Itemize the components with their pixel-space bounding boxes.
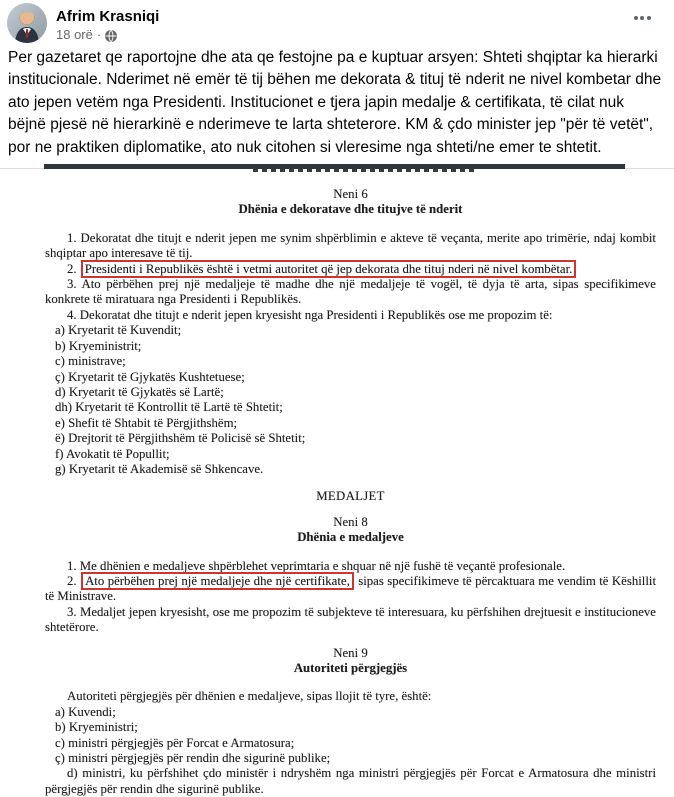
doc-list-item: b) Kryeministri; (55, 720, 138, 735)
ellipsis-icon (634, 16, 638, 20)
post-meta (56, 26, 658, 43)
doc-list-item: ç) Kryetarit të Gjykatës Kushtetuese; (55, 369, 245, 384)
doc-paragraph: Autoriteti përgjegjës për dhënien e medaljeve, sipas llojit të tyre, është: (67, 689, 432, 704)
doc-heading: MEDALJET (316, 489, 385, 504)
doc-paragraph: 4. Dekoratat dhe titujt e nderit jepen kryesisht nga Presidenti i Republikës ose me propozim të: (67, 307, 553, 322)
doc-heading: Neni 9 (333, 645, 368, 660)
red-highlight-box: Presidenti i Republikës është i vetmi autoritet që jep dekorata dhe tituj nderi në nivel kombëtar. (81, 260, 577, 278)
doc-list-item: ç) ministri përgjegjës për rendin dhe sigurinë publike; (55, 751, 331, 766)
doc-paragraph: 3. Ato përbëhen prej një medaljeje të madhe dhe një medaljeje të vogël, të dyja të arta, sipas specifikimeve konkrete të miratuara nga Presidenti i Republikës. (45, 277, 656, 307)
doc-heading: Neni 6 (333, 187, 368, 202)
doc-paragraph: 1. Me dhënien e medaljeve shpërblehet veprimtaria e shquar në një fushë të veçantë profesionale. (67, 558, 566, 573)
document-body (0, 172, 674, 797)
doc-heading: Dhënia e dekoratave dhe titujve të nderit (238, 202, 463, 217)
doc-paragraph: 3. Medaljet jepen kryesisht, ose me propozim të subjekteve të interesuara, ku përfshihen drejtuesit e institucioneve shtetërore. (45, 604, 656, 635)
doc-list-item: c) ministrave; (55, 354, 126, 369)
doc-list-item: d) Kryetarit të Gjykatës së Lartë; (55, 384, 224, 399)
doc-heading: Autoriteti përgjegjës (293, 661, 408, 675)
post-header (0, 0, 674, 46)
doc-list-item: b) Kryeministrit; (55, 338, 142, 353)
doc-list-item: g) Kryetarit të Akademisë së Shkencave. (55, 461, 264, 476)
doc-paragraph: 2. Ato përbëhen prej një medaljeje dhe një certifikate, sipas specifikimeve të përcaktuara me vendim të Këshillit të Ministrave. (45, 573, 656, 604)
clipped-header-text-remnant (253, 169, 477, 172)
author-name[interactable]: Afrim Krasniqi (56, 8, 160, 25)
post-options-button[interactable] (626, 6, 658, 30)
doc-heading: Neni 8 (333, 514, 368, 529)
document-top-edge (0, 162, 674, 172)
meta-separator: · (96, 27, 102, 42)
globe-icon (105, 29, 117, 41)
doc-list-item: f) Avokatit të Popullit; (55, 446, 170, 461)
doc-list-item: c) ministri përgjegjës për Forcat e Armatosura; (55, 735, 295, 750)
red-highlight-box: Ato përbëhen prej një medaljeje dhe një certifikate, (81, 572, 354, 590)
timestamp[interactable]: 18 orë (56, 27, 93, 42)
avatar-photo (7, 3, 47, 43)
doc-list-item: a) Kuvendi; (55, 704, 116, 719)
doc-paragraph: d) ministri, ku përfshihet çdo ministër i ndryshëm nga ministri përgjegjës për Forcat e Armatosura dhe ministri përgjegjës për rendin dhe sigurinë publike. (45, 766, 656, 796)
avatar[interactable] (7, 3, 47, 43)
post-text: Per gazetaret qe raportojne dhe ata qe festojne pa e kuptuar arsyen: Shteti shqiptar ka hierarki institucionale. Nderimet në emër të tij bëhen me dekorata & tituj të nderit ne nivel kombetar dhe ato jepen vetëm nga Presidenti. Institucionet e tjera japin medalje & certifikata, të cilat nuk bëjnë pjesë në hierarkinë e nderimeve te larta shteterore. KM & çdo minister jep "për të vetët", por ne praktiken diplomatike, ato nuk citohen si vleresime nga shteti/ne emer te shtetit. (8, 49, 662, 156)
doc-paragraph: 1. Dekoratat dhe titujt e nderit jepen me synim shpërblimin e akteve të veçanta, merite apo trimërie, ndaj kombit shqiptar apo interesave të tij. (45, 230, 656, 261)
attached-document-image[interactable] (0, 162, 674, 797)
doc-paragraph: 2. Presidenti i Republikës është i vetmi autoritet që jep dekorata dhe tituj nderi në nivel kombëtar. (45, 262, 656, 277)
doc-list-item: e) Shefit të Shtabit të Përgjithshëm; (55, 415, 238, 430)
doc-list-item: ë) Drejtorit të Përgjithshëm të Policisë së Shtetit; (55, 431, 306, 446)
doc-list-item: dh) Kryetarit të Kontrollit të Lartë të Shtetit; (55, 400, 283, 415)
doc-list-item: a) Kryetarit të Kuvendit; (55, 323, 182, 338)
doc-heading: Dhënia e medaljeve (297, 530, 404, 545)
